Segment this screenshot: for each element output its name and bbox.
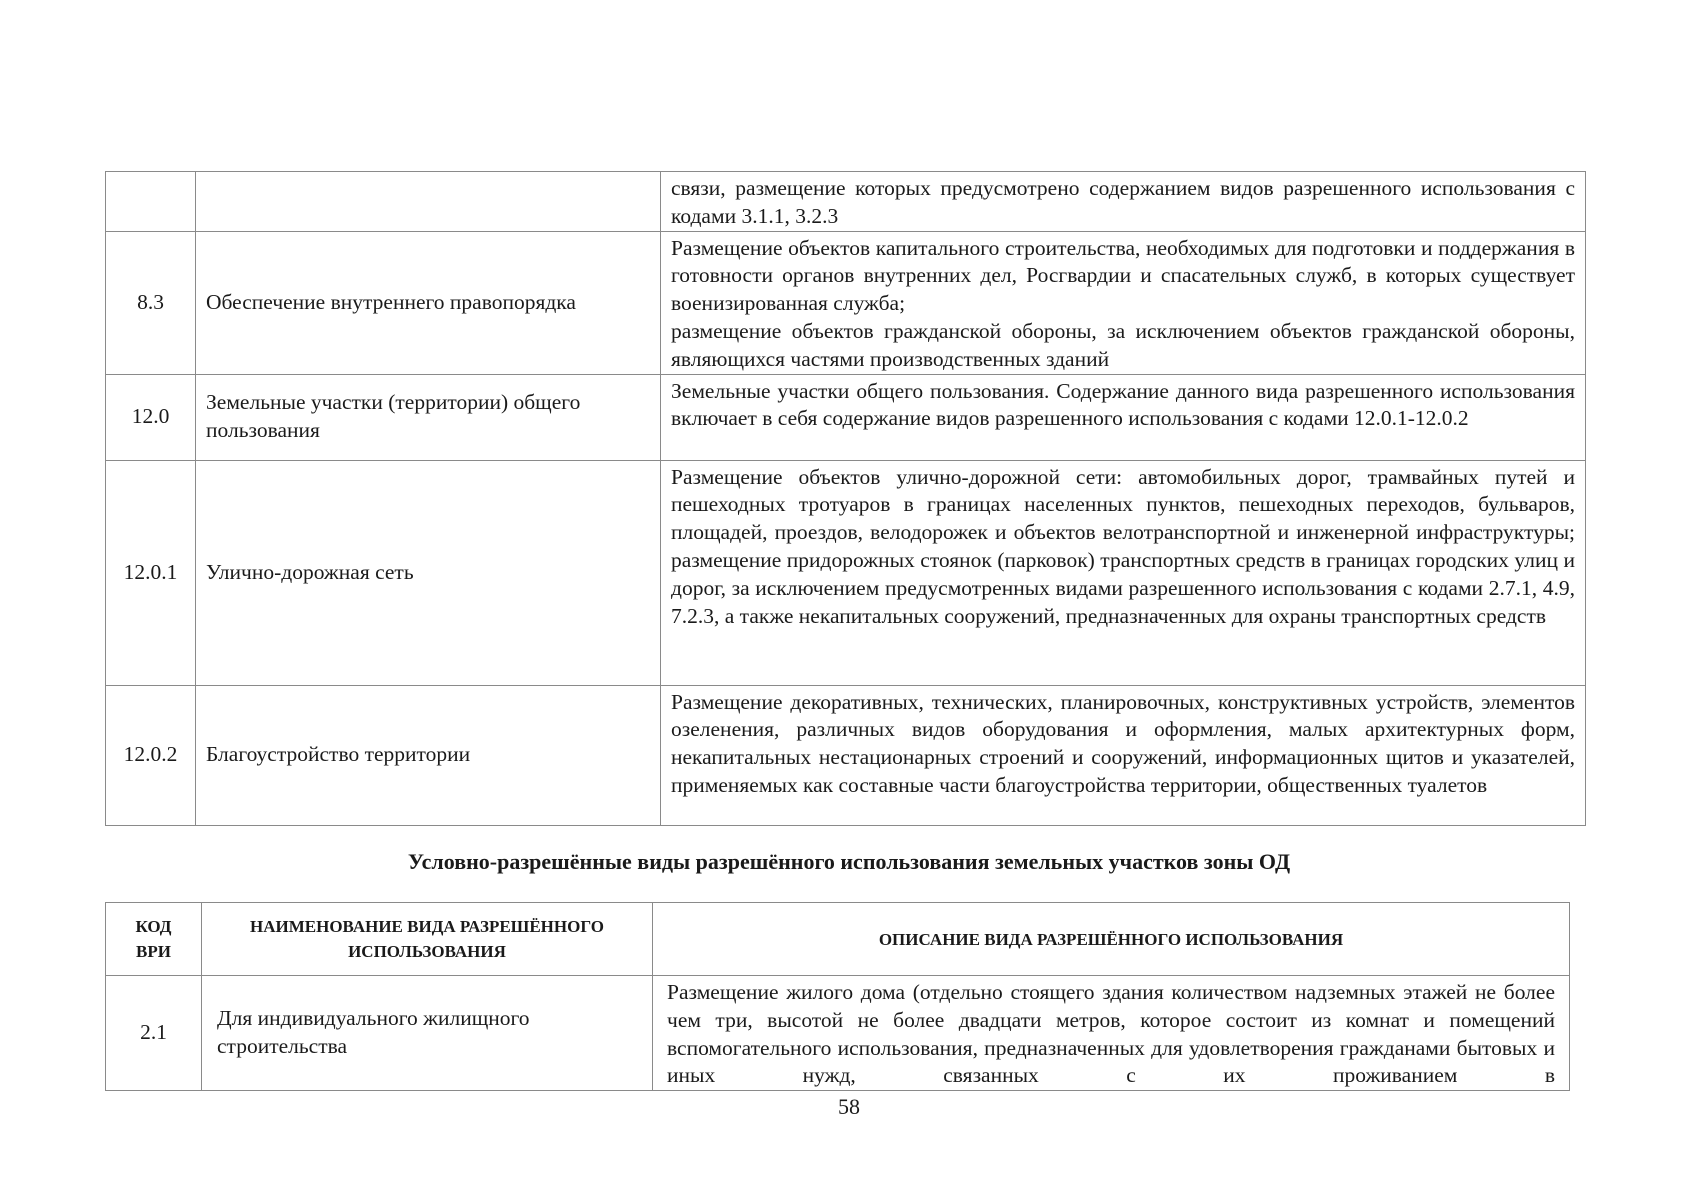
vri-description-cell [661, 460, 1586, 685]
vri-description-cell [661, 231, 1586, 374]
table-row [106, 172, 1586, 232]
header-line: ВРИ [136, 942, 171, 961]
description-paragraph: Размещение объектов улично-дорожной сети: автомобильных дорог, трамвайных путей и пешеходных тротуаров в границах населенных пунктов, пешеходных переходов, бульваров, площадей, проездов, велодорожек и объектов велотранспортной и инженерной инфраструктуры; размещение придорожных стоянок (парковок) транспортных средств в границах городских улиц и дорог, за исключением предусмотренных видами разрешенного использования с кодами 2.7.1, 4.9, 7.2.3, а также некапитальных сооружений, предназначенных для охраны транспортных средств [671, 464, 1575, 628]
land-use-table-continued [105, 171, 1586, 826]
vri-code-cell: 8.3 [106, 231, 196, 374]
vri-name-cell: Улично-дорожная сеть [196, 460, 661, 685]
header-line: КОД [135, 917, 172, 936]
table-row [106, 374, 1586, 460]
vri-name-cell: Земельные участки (территории) общего пользования [196, 374, 661, 460]
table-header-row [106, 903, 1570, 976]
header-line: ИСПОЛЬЗОВАНИЯ [348, 942, 506, 961]
vri-description-cell [661, 374, 1586, 460]
table-row [106, 685, 1586, 825]
vri-name-cell: Обеспечение внутреннего правопорядка [196, 231, 661, 374]
vri-name-cell: Благоустройство территории [196, 685, 661, 825]
vri-description-cell: Размещение жилого дома (отдельно стоящего здания количеством надземных этажей не более чем три, высотой не более двадцати метров, которое состоит из комнат и помещений вспомогательного использования, предназначенных для удовлетворения гражданами бытовых и иных нужд, связанных с их проживанием в [653, 976, 1570, 1091]
header-line: НАИМЕНОВАНИЕ ВИДА РАЗРЕШЁННОГО [250, 917, 604, 936]
section-heading: Условно-разрешённые виды разрешённого использования земельных участков зоны ОД [407, 849, 1291, 874]
vri-code-cell: 12.0.1 [106, 460, 196, 685]
vri-code-cell: 2.1 [106, 976, 202, 1091]
vri-code-cell: 12.0 [106, 374, 196, 460]
vri-code-cell [106, 172, 196, 232]
page-number: 58 [838, 1094, 860, 1119]
description-paragraph: Размещение декоративных, технических, планировочных, конструктивных устройств, элементов озеленения, различных видов оборудования и оформления, малых архитектурных форм, некапитальных нестационарных строений и сооружений, информационных щитов и указателей, применяемых как составные части благоустройства территории, общественных туалетов [671, 689, 1575, 797]
column-header-name [202, 903, 653, 976]
table-row [106, 460, 1586, 685]
conditional-land-use-table [105, 902, 1570, 1091]
table-row [106, 976, 1570, 1091]
description-paragraph: связи, размещение которых предусмотрено содержанием видов разрешенного использования с кодами 3.1.1, 3.2.3 [671, 176, 1575, 228]
column-header-description: ОПИСАНИЕ ВИДА РАЗРЕШЁННОГО ИСПОЛЬЗОВАНИЯ [653, 903, 1570, 976]
vri-description-cell [661, 172, 1586, 232]
vri-name-cell: Для индивидуального жилищного строительства [202, 976, 653, 1091]
column-header-code [106, 903, 202, 976]
vri-name-cell [196, 172, 661, 232]
vri-description-cell [661, 685, 1586, 825]
vri-code-cell: 12.0.2 [106, 685, 196, 825]
description-paragraph: размещение объектов гражданской обороны, за исключением объектов гражданской обороны, являющихся частями производственных зданий [671, 318, 1575, 371]
description-paragraph: Размещение объектов капитального строительства, необходимых для подготовки и поддержания в готовности органов внутренних дел, Росгвардии и спасательных служб, в которых существует военизированная служба; [671, 235, 1575, 316]
table-row [106, 231, 1586, 374]
description-paragraph: Земельные участки общего пользования. Содержание данного вида разрешенного использования включает в себя содержание видов разрешенного использования с кодами 12.0.1-12.0.2 [671, 378, 1575, 431]
